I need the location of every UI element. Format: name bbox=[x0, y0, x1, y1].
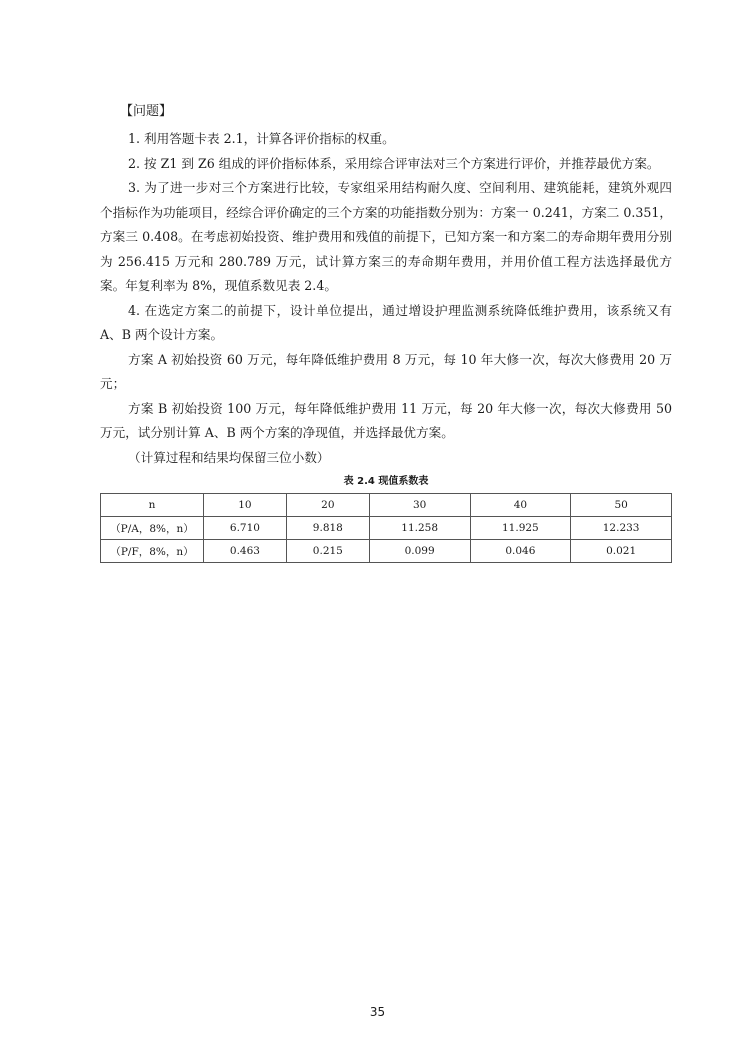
table-cell: 12.233 bbox=[571, 517, 672, 540]
table-cell: 11.258 bbox=[369, 517, 470, 540]
table-cell: 0.021 bbox=[571, 540, 672, 563]
table-header-cell: 20 bbox=[286, 494, 369, 517]
table-header-cell: n bbox=[101, 494, 204, 517]
table-caption: 表 2.4 现值系数表 bbox=[343, 476, 429, 487]
section-heading: 【问题】 bbox=[120, 104, 173, 119]
plan-a-description: 方案 A 初始投资 60 万元，每年降低维护费用 8 万元，每 10 年大修一次，每次大修费用 20 万元； bbox=[100, 351, 672, 391]
table-header-cell: 10 bbox=[204, 494, 287, 517]
table-cell: （P/A，8%，n） bbox=[101, 517, 204, 540]
table-cell: 0.463 bbox=[204, 540, 287, 563]
table-cell: 9.818 bbox=[286, 517, 369, 540]
table-row bbox=[101, 517, 672, 540]
present-value-table bbox=[100, 493, 672, 563]
table-cell: 11.925 bbox=[470, 517, 571, 540]
table-header-row bbox=[101, 494, 672, 517]
table-cell: 0.046 bbox=[470, 540, 571, 563]
table-cell: （P/F，8%，n） bbox=[101, 540, 204, 563]
question-4: 4. 在选定方案二的前提下，设计单位提出，通过增设护理监测系统降低维护费用，该系统又有 A、B 两个设计方案。 bbox=[100, 302, 672, 342]
table-cell: 0.099 bbox=[369, 540, 470, 563]
question-1: 1. 利用答题卡表 2.1，计算各评价指标的权重。 bbox=[128, 131, 395, 146]
question-2: 2. 按 Z1 到 Z6 组成的评价指标体系，采用综合评审法对三个方案进行评价，并推荐最优方案。 bbox=[128, 155, 660, 171]
precision-note: （计算过程和结果均保留三位小数） bbox=[128, 449, 330, 465]
table-row bbox=[101, 540, 672, 563]
table-cell: 0.215 bbox=[286, 540, 369, 563]
document-body bbox=[100, 102, 672, 563]
plan-b-description: 方案 B 初始投资 100 万元，每年降低维护费用 11 万元，每 20 年大修一次，每次大修费用 50 万元，试分别计算 A、B 两个方案的净现值，并选择最优方案。 bbox=[100, 400, 672, 440]
table-header-cell: 50 bbox=[571, 494, 672, 517]
question-3: 3. 为了进一步对三个方案进行比较，专家组采用结构耐久度、空间利用、建筑能耗，建筑外观四个指标作为功能项目，经综合评价确定的三个方案的功能指数分别为：方案一 0.241，方案二 0.351，方案三 0.408。在考虑初始投资、维护费用和残值的前提下，已知方案一和方案二的寿命期年费用分别为 256.415 万元和 280.789 万元，试计算方案三的寿命期年费用，并用价值工程方法选择最优方案。年复利率为 8%，现值系数见表 2.4。 bbox=[100, 180, 672, 293]
table-header-cell: 30 bbox=[369, 494, 470, 517]
table-cell: 6.710 bbox=[204, 517, 287, 540]
page-number: 35 bbox=[369, 1005, 386, 1019]
table-header-cell: 40 bbox=[470, 494, 571, 517]
